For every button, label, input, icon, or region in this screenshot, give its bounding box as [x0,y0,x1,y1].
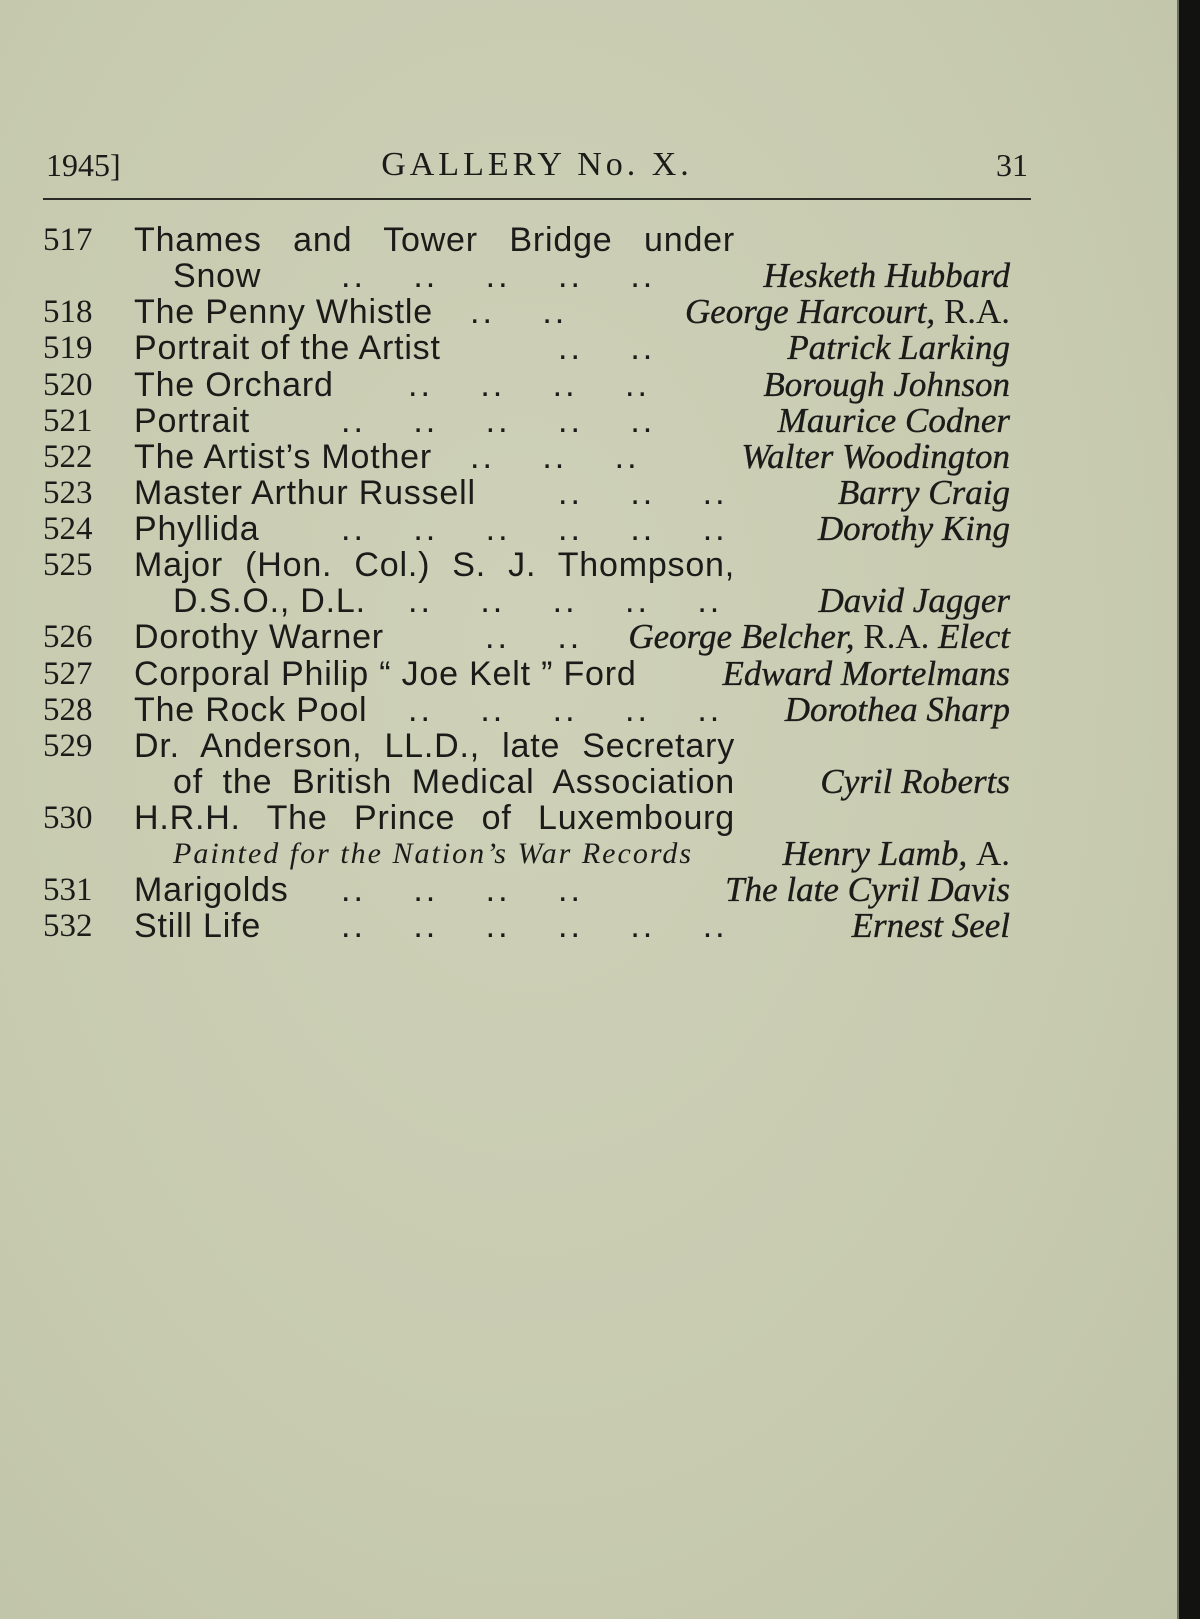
catalogue-entry [0,800,1177,836]
entry-artist: Dorothea Sharp [784,690,1010,729]
entry-continuation [0,836,1177,872]
entry-artist [628,619,1010,655]
entry-number: 530 [43,800,93,836]
entry-title: D.S.O., D.L. [173,582,366,620]
catalogue-entry [0,908,1177,944]
entry-continuation [0,583,1177,619]
artist-name: George Harcourt, [684,292,936,331]
entry-title: Snow [173,257,262,295]
page-edge [1177,0,1200,1619]
catalogue-entry [0,619,1177,655]
catalogue-entry [0,403,1177,439]
artist-name: George Belcher, [628,617,855,656]
entry-title: Still Life [134,907,262,945]
entry-number: 531 [43,872,93,908]
entry-number: 527 [43,656,93,692]
dot-leader: .. .. .. .. .. [408,582,723,620]
header-year: 1945] [46,147,121,183]
entry-number: 526 [43,619,93,655]
dot-leader: .. .. .. .. .. [408,691,723,729]
entry-continuation [0,258,1177,294]
entry-artist [783,836,1011,872]
entry-number: 519 [43,330,93,366]
entry-title: of the British Medical Association [173,763,735,801]
header-rule [43,198,1031,200]
entry-artist: Dorothy King [817,509,1010,548]
entry-title: The Artist’s Mother [134,438,433,476]
catalogue-entry [0,222,1177,258]
catalogue-entry [0,294,1177,330]
dot-leader: .. .. .. .. .. .. [341,510,728,548]
entry-title: Portrait of the Artist [134,329,441,367]
entry-title: The Rock Pool [134,691,368,729]
entry-title: Thames and Tower Bridge under [134,221,735,259]
artist-suffix: R.A. [943,292,1010,331]
entry-number: 528 [43,692,93,728]
entry-artist: David Jagger [818,581,1010,620]
entry-title: Master Arthur Russell [134,474,476,512]
page-title: GALLERY No. X. [381,146,693,183]
entry-artist: Barry Craig [837,473,1010,512]
entry-title: Corporal Philip “ Joe Kelt ” Ford [134,655,637,693]
artist-suffix-italic: Elect [938,617,1010,656]
catalogue-entry [0,511,1177,547]
catalogue-entry [0,728,1177,764]
dot-leader: .. .. .. .. .. [341,402,656,440]
dot-leader: .. .. [485,618,583,656]
artist-suffix: R.A. [863,617,930,656]
entry-title: H.R.H. The Prince of Luxembourg [134,799,735,837]
entry-number: 522 [43,439,93,475]
page-number: 31 [996,147,1028,183]
entry-artist: The late Cyril Davis [725,870,1010,909]
dot-leader: .. .. .. [470,438,640,476]
entry-number: 525 [43,547,93,583]
catalogue-entry [0,367,1177,403]
entry-artist: Borough Johnson [763,365,1010,404]
entry-artist: Patrick Larking [787,328,1010,367]
dot-leader: .. .. .. .. .. .. [341,907,728,945]
entry-title: Major (Hon. Col.) S. J. Thompson, [134,546,735,584]
entry-artist: Hesketh Hubbard [763,256,1010,295]
entry-title: The Penny Whistle [134,293,433,331]
catalogue-entry [0,692,1177,728]
entry-title: The Orchard [134,366,334,404]
dot-leader: .. .. .. .. [341,871,583,909]
entry-continuation [0,764,1177,800]
catalogue-entry [0,330,1177,366]
entry-artist: Edward Mortelmans [722,654,1010,693]
entry-note: Painted for the Nation’s War Records [173,837,694,870]
entry-number: 532 [43,908,93,944]
entry-artist: Walter Woodington [741,437,1010,476]
entry-number: 517 [43,222,93,258]
dot-leader: .. .. .. .. .. [341,257,656,295]
catalogue-entry [0,475,1177,511]
entry-number: 521 [43,403,93,439]
dot-leader: .. .. .. .. [408,366,650,404]
entry-artist: Cyril Roberts [820,762,1010,801]
catalogue-entry [0,439,1177,475]
entry-number: 523 [43,475,93,511]
entry-number: 524 [43,511,93,547]
artist-suffix: A. [975,834,1010,873]
entry-number: 520 [43,367,93,403]
entry-title: Dr. Anderson, LL.D., late Secretary [134,727,735,765]
dot-leader: .. .. [558,329,656,367]
entry-artist [685,294,1010,330]
dot-leader: .. .. [470,293,568,331]
entry-artist: Ernest Seel [851,906,1010,945]
entry-title: Dorothy Warner [134,618,384,656]
entry-artist: Maurice Codner [777,401,1010,440]
artist-name: Henry Lamb, [782,834,968,873]
entry-title: Marigolds [134,871,289,909]
catalogue-entry [0,872,1177,908]
entry-title: Portrait [134,402,250,440]
entry-number: 518 [43,294,93,330]
entry-title: Phyllida [134,510,260,548]
catalogue-entry [0,656,1177,692]
entry-number: 529 [43,728,93,764]
catalogue-entry [0,547,1177,583]
dot-leader: .. .. .. [558,474,728,512]
